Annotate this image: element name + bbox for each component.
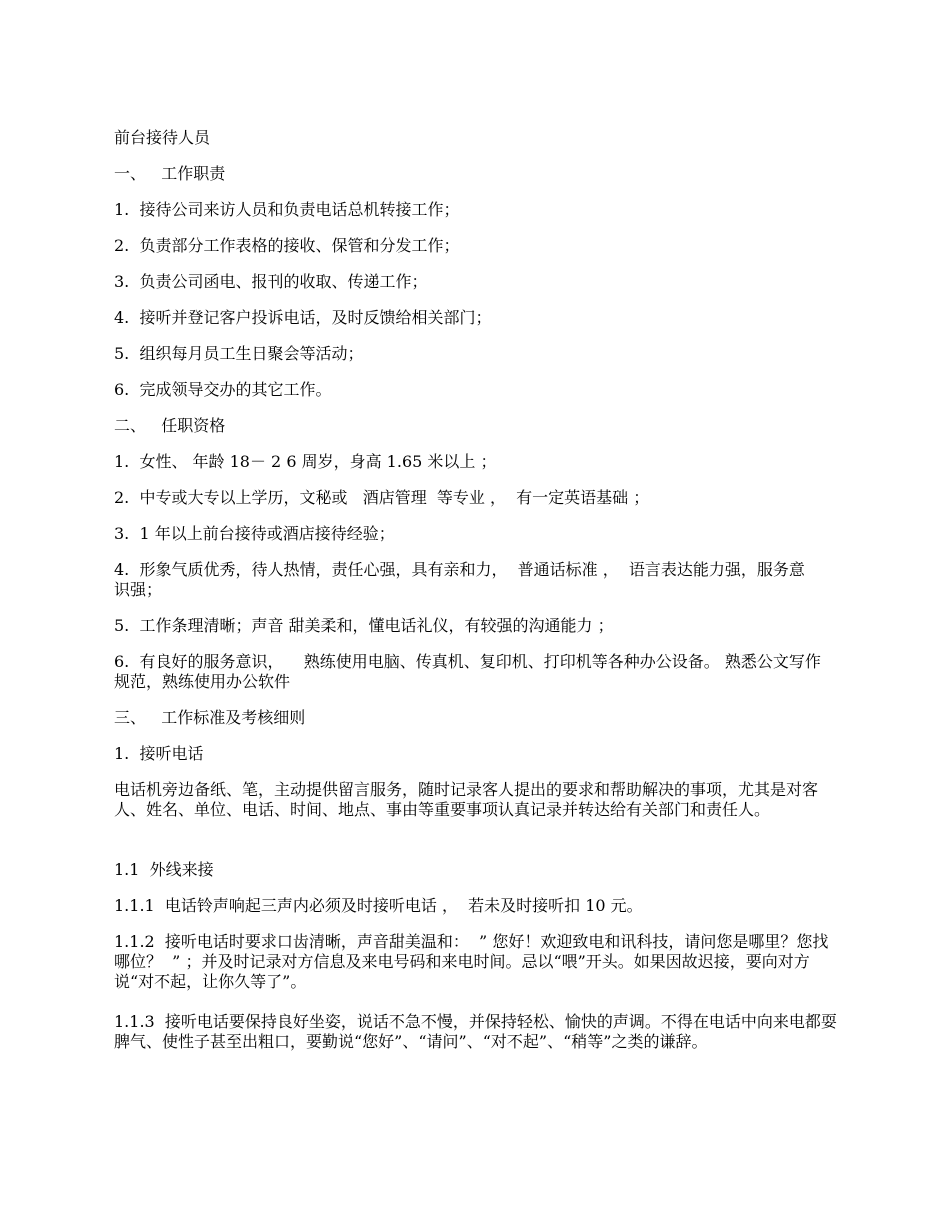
document-title: 前台接待人员	[114, 128, 211, 147]
subsection-heading: 1.1 外线来接	[114, 860, 214, 879]
list-item: 1. 接待公司来访人员和负责电话总机转接工作；	[114, 200, 460, 219]
list-item: 2. 中专或大专以上学历，文秘或 酒店管理 等专业 ， 有一定英语基础 ；	[114, 488, 650, 507]
list-item: 5. 工作条理清晰；声音 甜美柔和，懂电话礼仪，有较强的沟通能力 ；	[114, 616, 614, 635]
list-item: 1. 女性、 年龄 18－ 2 6 周岁，身高 1.65 米以上 ；	[114, 452, 497, 471]
list-item: 6. 完成领导交办的其它工作。	[114, 380, 332, 399]
list-item: 1.1.3 接听电话要保持良好坐姿，说话不急不慢，并保持轻松、愉快的声调。不得在电话中向来电都耍脾气、使性子甚至出粗口，要勤说“您好”、“请问”、“对不起”、“稍等”之类的谦辞。	[114, 1012, 837, 1051]
subsection-heading: 1. 接听电话	[114, 744, 204, 763]
list-item: 5. 组织每月员工生日聚会等活动；	[114, 344, 364, 363]
list-item: 6. 有良好的服务意识， 熟练使用电脑、传真机、复印机、打印机等各种办公设备。 熟悉公文写作规范，熟练使用办公软件	[114, 652, 821, 691]
list-item: 1.1.1 电话铃声响起三声内必须及时接听电话 ， 若未及时接听扣 10 元。	[114, 896, 643, 915]
section-heading-standards: 三、 工作标准及考核细则	[114, 708, 306, 727]
list-item: 4. 接听并登记客户投诉电话，及时反馈给相关部门；	[114, 308, 492, 327]
section-heading-qualifications: 二、 任职资格	[114, 416, 226, 435]
list-item: 3. 负责公司函电、报刊的收取、传递工作；	[114, 272, 428, 291]
list-item: 4. 形象气质优秀，待人热情，责任心强，具有亲和力， 普通话标准 ， 语言表达能力强，服务意识强；	[114, 560, 805, 599]
list-item: 2. 负责部分工作表格的接收、保管和分发工作；	[114, 236, 460, 255]
list-item: 1.1.2 接听电话时要求口齿清晰，声音甜美温和： ” 您好！欢迎致电和讯科技，请问您是哪里？您找哪位？ ” ；并及时记录对方信息及来电号码和来电时间。忌以“喂”开头。如果因故迟接，要向对方说“对不起，让你久等了”。	[114, 932, 829, 991]
list-item: 3. 1 年以上前台接待或酒店接待经验；	[114, 524, 395, 543]
section-heading-duties: 一、 工作职责	[114, 164, 226, 183]
paragraph: 电话机旁边备纸、笔，主动提供留言服务，随时记录客人提出的要求和帮助解决的事项，尤其是对客人、姓名、单位、电话、时间、地点、事由等重要事项认真记录并转达给有关部门和责任人。	[114, 780, 819, 819]
